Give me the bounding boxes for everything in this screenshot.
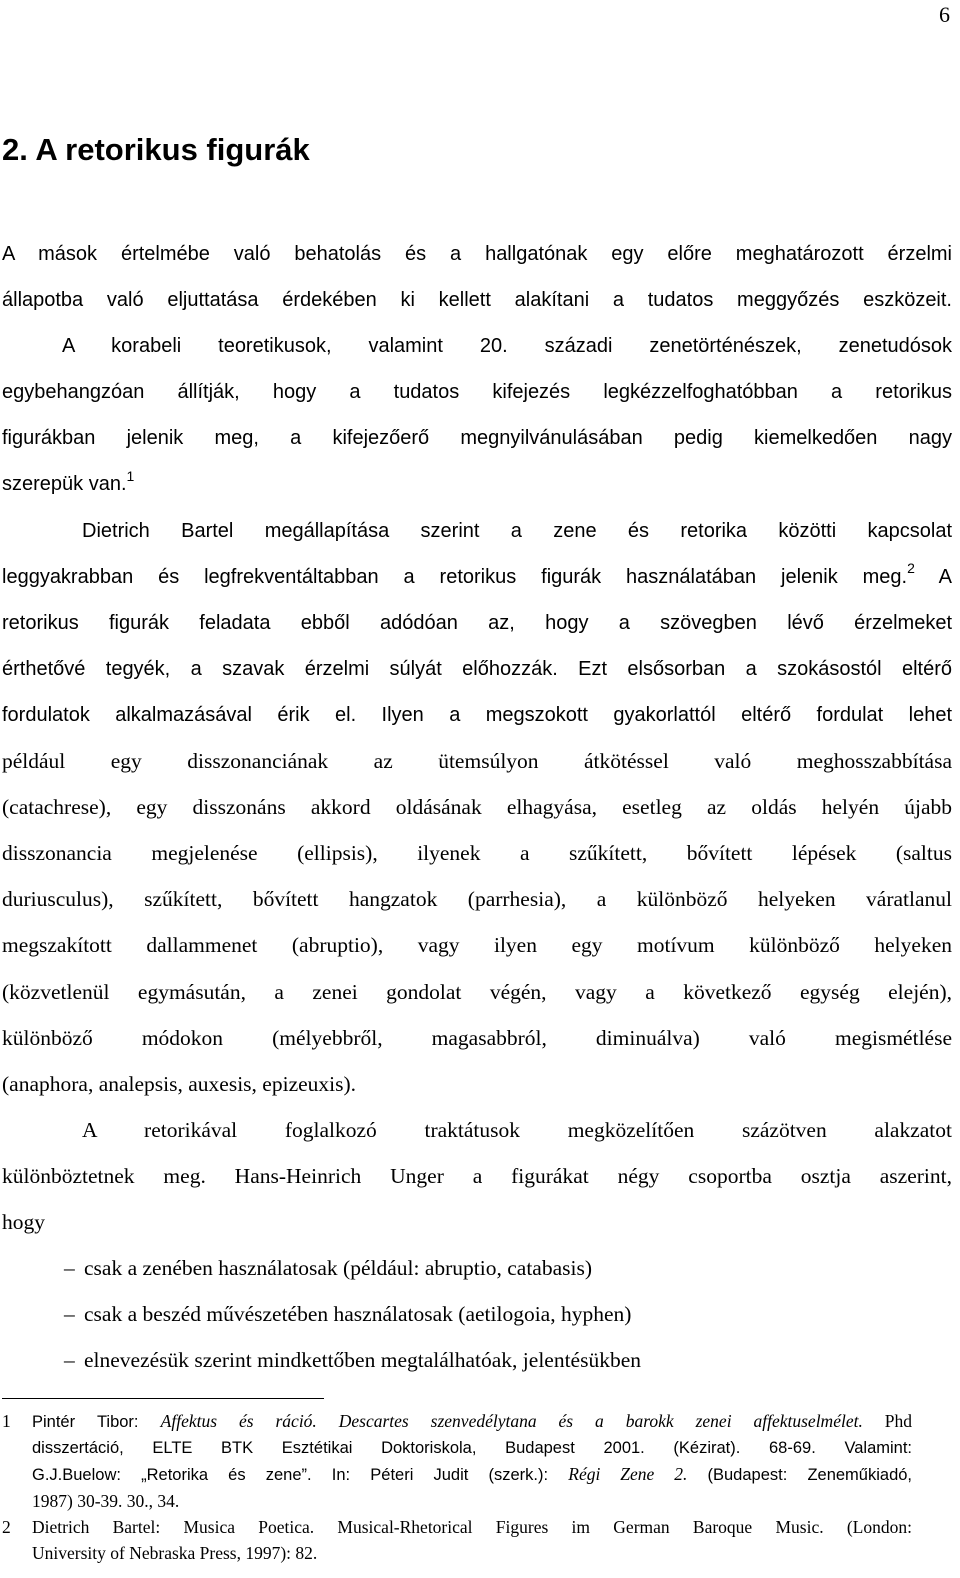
footnote-line: 1987) 30-39. 30., 34.	[32, 1491, 180, 1511]
paragraph-2	[2, 508, 952, 1107]
text-fragment: leggyakrabban és legfrekventáltabban a retorikus figurák használatában jelenik meg.	[2, 565, 908, 588]
page-number: 6	[939, 2, 950, 27]
list-item-text: csak a beszéd művészetében használatosak (aetilogoia, hyphen)	[84, 1302, 632, 1327]
text-line: (anaphora, analepsis, auxesis, epizeuxis).	[2, 1071, 357, 1096]
text-line	[2, 461, 952, 507]
text-line: hogy	[2, 1209, 45, 1234]
footnote-text	[32, 1408, 912, 1514]
text-fragment: A	[914, 565, 953, 588]
list-item	[2, 1291, 952, 1337]
category-list	[2, 1245, 952, 1383]
text-line: duriusculus), szűkített, bővített hangzatok (parrhesia), a különböző helyeken váratlanul	[2, 887, 952, 912]
text-line: A korabeli teoretikusok, valamint 20. századi zenetörténészek, zenetudósok	[62, 335, 952, 358]
text-line: figurákban jelenik meg, a kifejezőerő megnyilvánulásában pedig kiemelkedően nagy	[2, 427, 952, 450]
footnote-line: Dietrich Bartel: Musica Poetica. Musical-Rhetorical Figures im German Baroque Music. (London:	[32, 1517, 912, 1537]
footnote-ref: 1	[126, 467, 135, 484]
text-fragment: szerepük van.	[2, 473, 127, 496]
text-line: például egy disszonanciának az ütemsúlyon átkötéssel való meghosszabbítása	[2, 749, 952, 774]
section-title: 2. A retorikus figurák	[2, 132, 310, 167]
text-fragment: Phd	[862, 1411, 912, 1431]
list-item	[2, 1245, 952, 1291]
footnote-ref: 2	[907, 560, 915, 576]
text-line: egybehangzóan állítják, hogy a tudatos kifejezés legkézzelfoghatóbban a retorikus	[2, 381, 952, 404]
dash-marker: –	[64, 1302, 75, 1327]
text-line: állapotba való eljuttatása érdekében ki kellett alakítani a tudatos meggyőzés eszközeit.	[2, 289, 952, 312]
footnote-text	[32, 1514, 912, 1566]
text-line: különböző módokon (mélyebbről, magasabbról, diminuálva) való megismétlése	[2, 1025, 952, 1050]
text-line: retorikus figurák feladata ebből adódóan az, hogy a szövegben lévő érzelmeket	[2, 611, 952, 634]
list-item-text: csak a zenében használatosak (például: abruptio, catabasis)	[84, 1256, 593, 1281]
text-line: különböztetnek meg. Hans-Heinrich Unger a figurákat négy csoportba osztja aszerint,	[2, 1163, 952, 1188]
body-text	[2, 231, 952, 1383]
list-item-text: elnevezésük szerint mindkettőben megtalálhatóak, jelentésükben	[84, 1348, 642, 1373]
text-line: A retorikával foglalkozó traktátusok megközelítően százötven alakzatot	[82, 1117, 952, 1142]
dash-marker: –	[64, 1348, 75, 1373]
text-fragment: G.J.Buelow: „Retorika és zene”. In: Péteri Judit (szerk.):	[32, 1466, 569, 1484]
text-fragment: Affektus és ráció. Descartes szenvedélytana és a barokk zenei affektuselmélet.	[160, 1411, 863, 1431]
footnote-divider	[2, 1398, 324, 1399]
text-line: (közvetlenül egymásután, a zenei gondolat végén, vagy a következő egység elején),	[2, 979, 952, 1004]
text-fragment: Régi Zene 2.	[568, 1464, 688, 1484]
footnote-number: 1	[2, 1411, 11, 1431]
paragraph-3	[2, 1107, 952, 1245]
text-line	[2, 554, 952, 600]
footnote-line	[32, 1461, 912, 1488]
text-line: disszonancia megjelenése (ellipsis), ilyenek a szűkített, bővített lépések (saltus	[2, 841, 952, 866]
text-line: Dietrich Bartel megállapítása szerint a zene és retorika közötti kapcsolat	[82, 519, 952, 542]
list-item	[2, 1337, 952, 1383]
footnote	[2, 1408, 912, 1514]
text-line: megszakított dallammenet (abruptio), vagy ilyen egy motívum különböző helyeken	[2, 933, 952, 958]
text-line: fordulatok alkalmazásával érik el. Ilyen a megszokott gyakorlattól eltérő fordulat lehet	[2, 703, 952, 726]
footnote-line	[32, 1408, 912, 1435]
text-line: (catachrese), egy disszonáns akkord oldásának elhagyása, esetleg az oldás helyén újabb	[2, 795, 952, 820]
footnote	[2, 1514, 912, 1566]
text-line: érthetővé tegyék, a szavak érzelmi súlyát előhozzák. Ezt elsősorban a szokásostól eltérő	[2, 657, 952, 680]
footnote-line: disszertáció, ELTE BTK Esztétikai Doktoriskola, Budapest 2001. (Kézirat). 68-69. Valamint:	[32, 1439, 912, 1457]
text-line: A mások értelmébe való behatolás és a hallgatónak egy előre meghatározott érzelmi	[2, 243, 952, 265]
footnotes	[2, 1408, 912, 1566]
footnote-number: 2	[2, 1517, 11, 1537]
footnote-line: University of Nebraska Press, 1997): 82.	[32, 1543, 318, 1563]
text-fragment: (Budapest: Zeneműkiadó,	[687, 1466, 912, 1484]
paragraph-1	[2, 231, 952, 508]
text-fragment: Pintér Tibor:	[32, 1413, 161, 1431]
dash-marker: –	[64, 1256, 75, 1281]
